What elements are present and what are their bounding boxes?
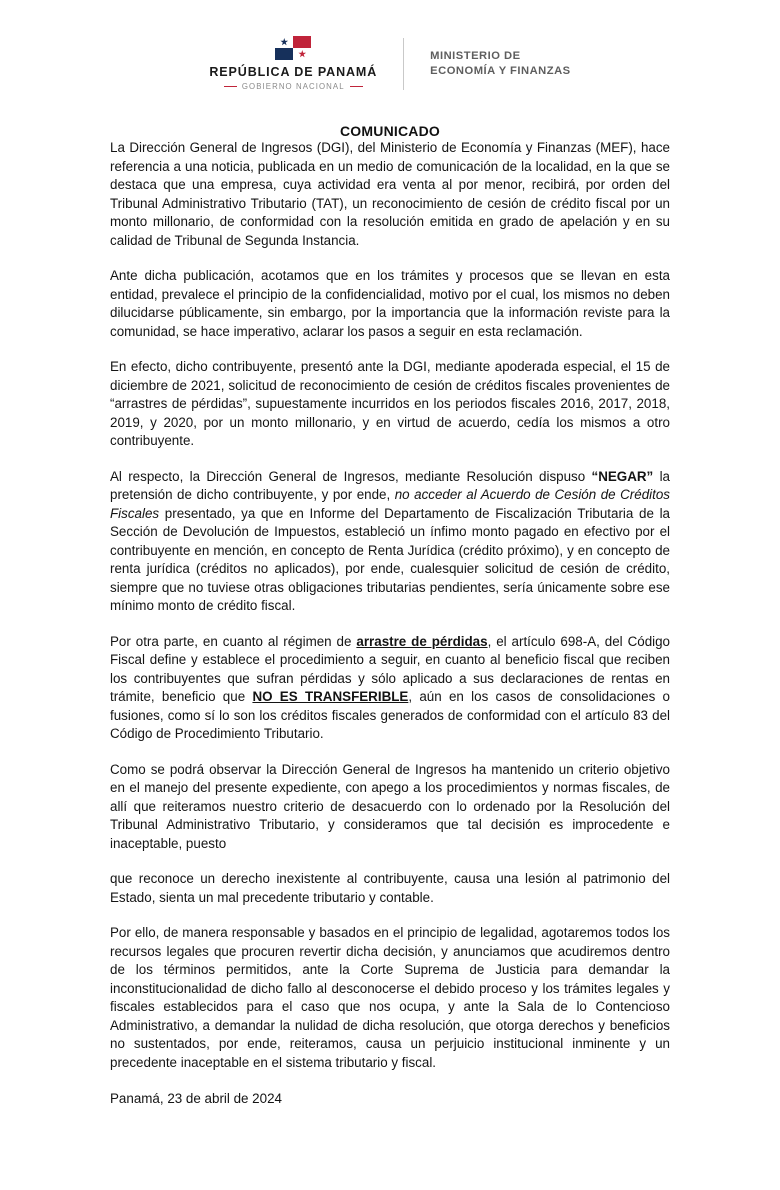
republic-title: REPÚBLICA DE PANAMÁ (209, 65, 378, 79)
text-run: , el artículo 698-A, del Código Fiscal define y establece el procedimiento a seguir, en cuanto al beneficio fiscal que reciben los contribuyentes que sufran pérdidas y sólo aplicado a sus declaraciones de rentas en trámite, beneficio que (110, 633, 671, 704)
text-run: En efecto, dicho contribuyente, presentó ante la DGI, mediante apoderada especial, el 15 de diciembre de 2021, solicitud de reconocimiento de cesión de créditos fiscales provenientes de “arrastres de pérdidas”, supuestamente incurridos en los periodos fiscales 2016, 2017, 2018, 2019, y 2020, por un monto millonario, y en virtud de acuerdo, cedía los mismos a otro contribuyente. (110, 359, 670, 448)
emphasis-italic: no acceder al Acuerdo de Cesión de Créditos Fiscales (110, 487, 670, 521)
flag-quadrant-top-left (275, 36, 293, 48)
flag-quadrant-bottom-right (293, 48, 311, 60)
flag-quadrant-top-right (293, 36, 311, 48)
text-run: Como se podrá observar la Dirección General de Ingresos ha mantenido un criterio objetivo en el manejo del presente expediente, con apego a los procedimientos y normas fiscales, de allí que reiteramos nuestro criterio de desacuerdo con lo ordenado por la Resolución del Tribunal Administrativo Tributario, y consideramos que tal decisión es improcedente e inaceptable, puesto (110, 761, 670, 851)
paragraph-p3 (110, 358, 670, 451)
paragraph-p7 (110, 870, 670, 907)
text-run: La Dirección General de Ingresos (DGI), del Ministerio de Economía y Finanzas (MEF), hace referencia a una noticia, publicada en un medio de comunicación de la localidad, en la que se destaca que una empresa, cuya actividad era venta al por menor, recibirá, por orden del Tribunal Administrativo Tributario (TAT), un reconocimiento de cesión de crédito fiscal por un monto millonario, de conformidad con la resolución emitida en grado de apelación y en su calidad de Tribunal de Segunda Instancia. (110, 140, 670, 248)
signature-line: Panamá, 23 de abril de 2024 (110, 1091, 282, 1106)
text-run: Por ello, de manera responsable y basados en el principio de legalidad, agotaremos todos los recursos legales que procuren revertir dicha decisión, y anunciamos que acudiremos dentro de los términos permitidos, ante la Corte Suprema de Justicia para demandar la inconstitucionalidad de dicho fallo al desconocerse el debido proceso y los trámites legales y fiscales establecidos para el caso que nos ocupa, y ante la Sala de lo Contencioso Administrativo, a demandar la nulidad de dicha resolución, que otorga derechos y beneficios no sustentados, por ende, reiteramos, causa un perjuicio institucional inminente y un precedente inaceptable en el sistema tributario y fiscal. (110, 925, 670, 1070)
paragraph-p4 (110, 468, 670, 616)
text-run: la pretensión de dicho contribuyente, y por ende, (110, 468, 670, 502)
text-run: Ante dicha publicación, acotamos que en los trámites y procesos que se llevan en esta entidad, prevalece el principio de la confidencialidad, motivo por el cual, los mismos no deben dilucidarse públicamente, sin embargo, por la importancia que la información reviste para la comunidad, se hace imperativo, aclarar los pasos a seguir en esta reclamación. (110, 268, 670, 339)
emphasis-bold-underline: arrastre de pérdidas (356, 633, 488, 649)
government-subtitle: GOBIERNO NACIONAL (241, 82, 345, 91)
ministry-logo (404, 49, 570, 79)
panama-flag-icon (275, 36, 311, 60)
paragraph-p1 (110, 139, 670, 250)
text-run: , aún en los casos de consolidaciones o fusiones, como sí lo son los créditos fiscales generados de conformidad con el artículo 83 del Código de Procedimiento Tributario. (110, 689, 671, 741)
dash-right-icon (350, 86, 363, 87)
page-title: COMUNICADO (340, 123, 440, 139)
text-run: que reconoce un derecho inexistente al contribuyente, causa una lesión al patrimonio del Estado, sienta un mal precedente tributario y contable. (110, 871, 670, 905)
paragraph-p5 (110, 633, 670, 744)
ministry-line-2: ECONOMÍA Y FINANZAS (430, 64, 571, 77)
flag-quadrant-bottom-left (275, 48, 293, 60)
paragraph-p8 (110, 924, 670, 1072)
emphasis-bold-underline: NO ES TRANSFERIBLE (252, 689, 409, 704)
document-header (0, 0, 780, 101)
emphasis-bold: “NEGAR” (591, 468, 654, 484)
document-body (0, 139, 780, 1109)
paragraph-list (110, 139, 670, 1072)
text-run: presentado, ya que en Informe del Departamento de Fiscalización Tributaria de la Sección de Devolución de Impuestos, estableció un ínfimo monto pagado en efectivo por el contribuyente en mención, en concepto de Renta Jurídica (crédito próximo), y en concepto de renta jurídica (créditos no aplicados), por ende, cualesquier solicitud de cesión de crédito, siempre que no tuviese otras obligaciones tributarias pendientes, sería únicamente sobre ese mínimo monto de crédito fiscal. (110, 505, 670, 613)
ministry-line-1: MINISTERIO DE (430, 49, 521, 62)
dash-left-icon (224, 86, 237, 87)
paragraph-p6 (110, 761, 670, 854)
paragraph-p2 (110, 267, 670, 341)
text-run: Por otra parte, en cuanto al régimen de (110, 633, 357, 649)
text-run: Al respecto, la Dirección General de Ingresos, mediante Resolución dispuso (110, 468, 592, 484)
government-subtitle-row (224, 82, 363, 91)
republic-of-panama-logo (209, 36, 403, 91)
